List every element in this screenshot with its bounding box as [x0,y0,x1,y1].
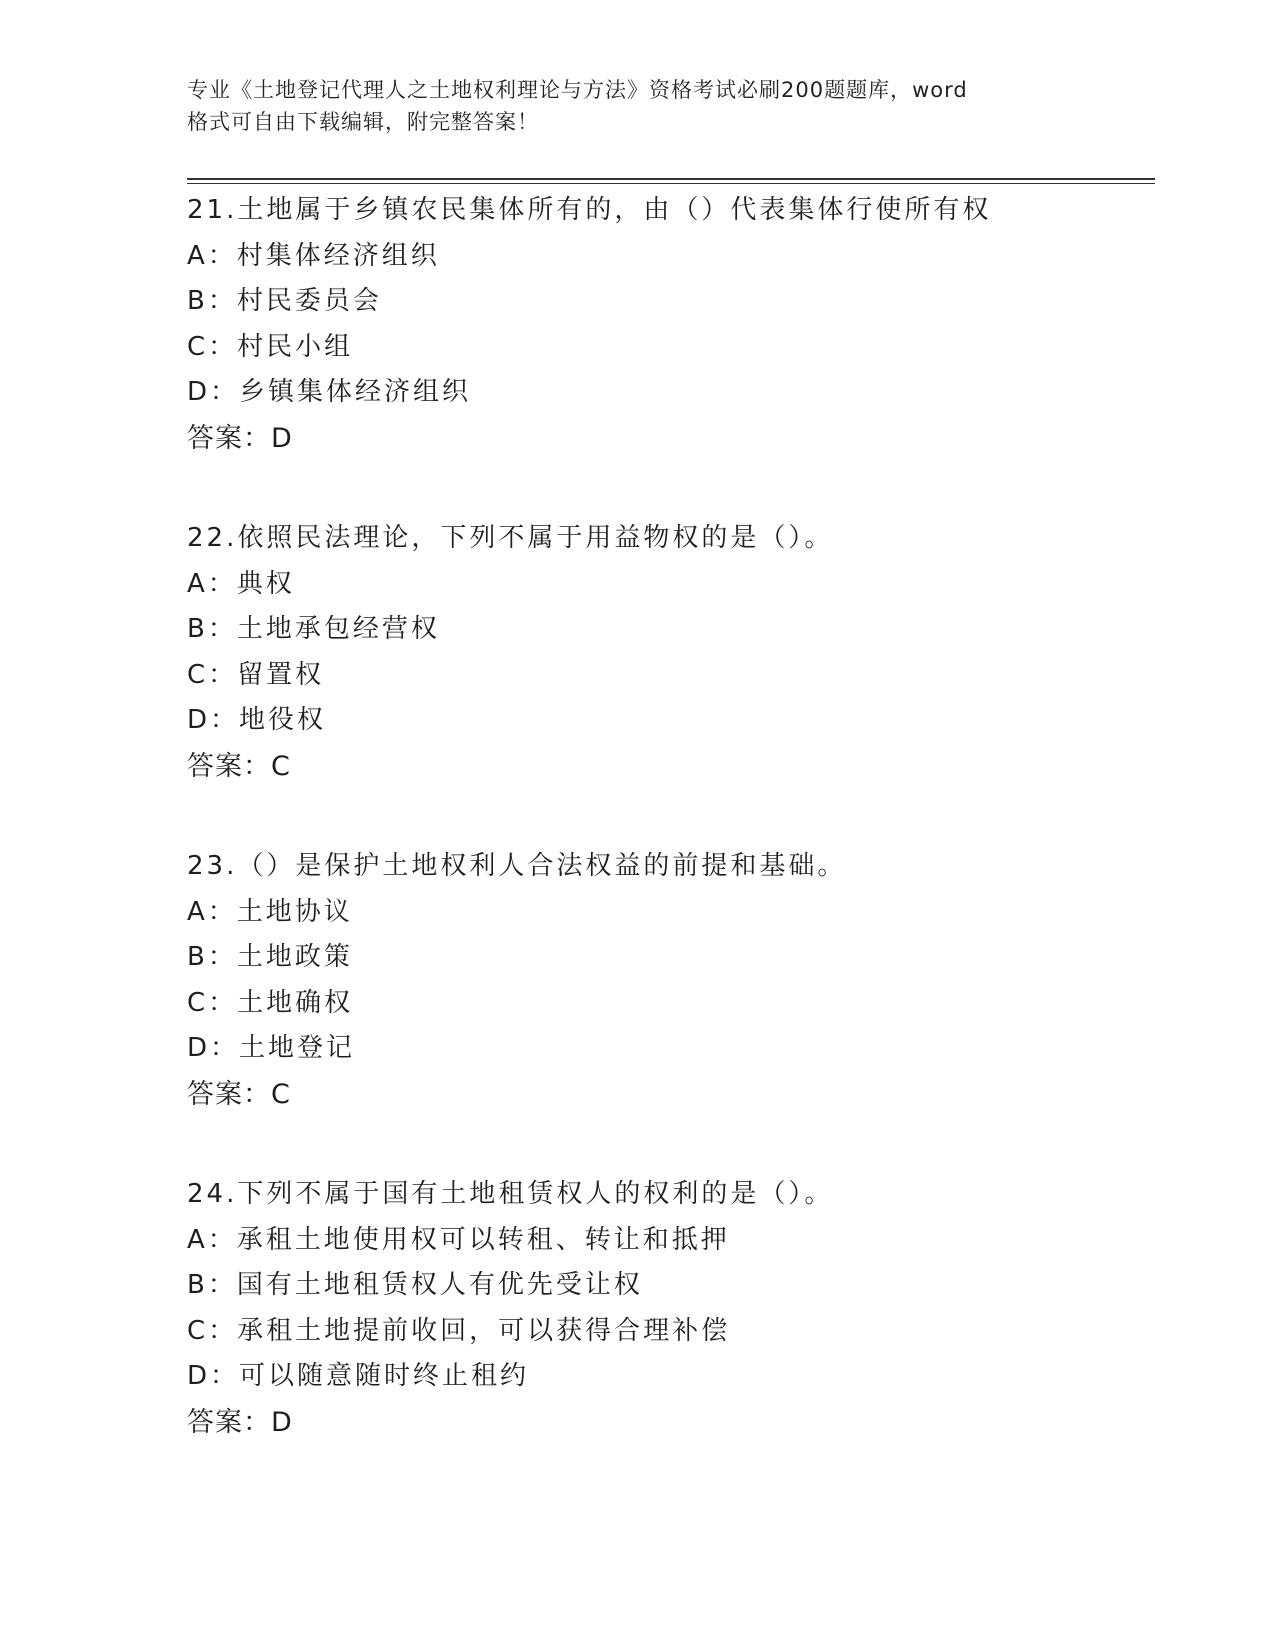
header-rule-thick [187,178,1155,180]
option-d: D：乡镇集体经济组织 [187,377,472,407]
question-23 [187,844,1147,1117]
option-a: A：典权 [187,568,295,599]
header-rule-thin [187,183,1155,184]
question-stem: 24.下列不属于国有土地租赁权人的权利的是（）。 [187,1179,834,1209]
answer-text: 答案：D [187,1406,293,1438]
question-stem: 22.依照民法理论，下列不属于用益物权的是（）。 [187,523,834,553]
answer-text: 答案：D [187,422,293,454]
question-stem: 21.土地属于乡镇农民集体所有的，由（）代表集体行使所有权 [187,195,992,225]
option-b: B：村民委员会 [187,286,382,316]
question-list [187,188,1147,1500]
option-b: B：土地承包经营权 [187,614,440,644]
option-a: A：承租土地使用权可以转租、转让和抵押 [187,1224,730,1255]
question-22 [187,516,1147,789]
question-21 [187,188,1147,461]
option-a: A：村集体经济组织 [187,240,440,271]
option-c: C：留置权 [187,659,325,690]
question-stem: 23.（）是保护土地权利人合法权益的前提和基础。 [187,851,847,881]
option-d: D：地役权 [187,705,327,735]
header-line-2: 格式可自由下载编辑，附完整答案！ [187,110,539,134]
question-24 [187,1172,1147,1445]
option-d: D：可以随意随时终止租约 [187,1361,530,1391]
document-header [187,74,1067,138]
option-a: A：土地协议 [187,896,353,927]
option-c: C：土地确权 [187,987,354,1018]
header-line-1: 专业《土地登记代理人之土地权利理论与方法》资格考试必刷200题题库，word [187,78,968,102]
answer-text: 答案：C [187,750,291,782]
option-d: D：土地登记 [187,1033,356,1063]
option-b: B：国有土地租赁权人有优先受让权 [187,1270,643,1300]
answer-text: 答案：C [187,1078,291,1110]
option-c: C：承租土地提前收回，可以获得合理补偿 [187,1315,731,1346]
option-c: C：村民小组 [187,331,354,362]
option-b: B：土地政策 [187,942,353,972]
